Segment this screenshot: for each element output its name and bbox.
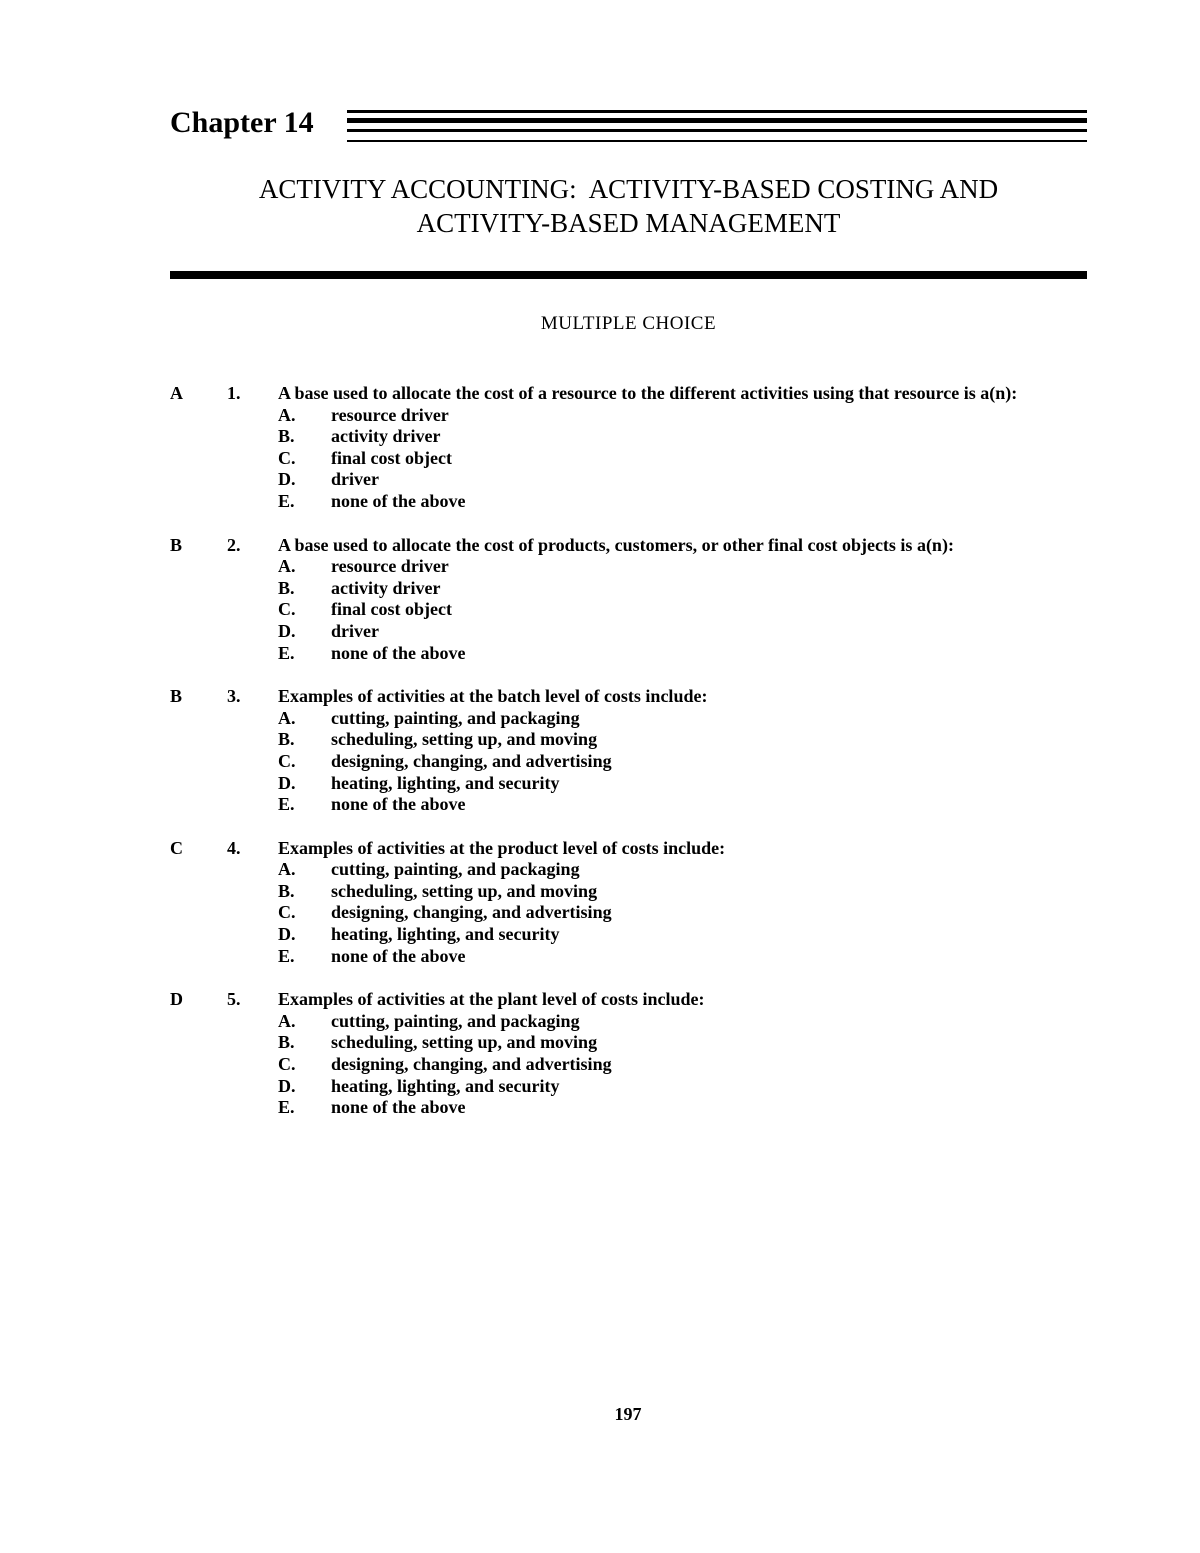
answer-key: D [170,989,183,1010]
question-stem: Examples of activities at the batch level of costs include: [278,686,708,707]
option-text: activity driver [331,426,441,447]
option [278,578,1050,600]
option-text: cutting, painting, and packaging [331,859,580,880]
header-rule [347,129,1087,132]
option-text: none of the above [331,490,466,511]
option-letter: D. [278,772,296,793]
option-text: none of the above [331,945,466,966]
header-rule [347,140,1087,142]
option [278,859,1050,881]
option-text: scheduling, setting up, and moving [331,880,598,901]
option [278,599,1050,621]
option-letter: B. [278,426,295,447]
option-letter: D. [278,924,296,945]
option-text: designing, changing, and advertising [331,1054,612,1075]
option-letter: B. [278,577,295,598]
option-letter: C. [278,902,296,923]
option [278,708,1050,730]
option [278,946,1050,968]
option-letter: D. [278,469,296,490]
option-text: none of the above [331,642,466,663]
option-letter: E. [278,490,295,511]
chapter-title [170,172,1087,240]
answer-key: A [170,383,183,403]
option-text: cutting, painting, and packaging [331,1010,580,1031]
option-text: scheduling, setting up, and moving [331,1032,598,1053]
question-stem: Examples of activities at the product level of costs include: [278,837,726,858]
question-1 [170,383,1050,513]
option-letter: C. [278,1054,296,1075]
option-text: resource driver [331,556,449,577]
option-text: scheduling, setting up, and moving [331,729,598,750]
option-letter: A. [278,404,296,425]
option-text: designing, changing, and advertising [331,750,612,771]
header-rule [347,118,1087,123]
option [278,881,1050,903]
option-letter: D. [278,1075,296,1096]
question-stem: Examples of activities at the plant level of costs include: [278,989,705,1010]
answer-key: C [170,837,183,858]
option-text: final cost object [331,599,452,620]
option [278,426,1050,448]
question-stem: A base used to allocate the cost of products, customers, or other final cost objects is a(n): [278,534,954,555]
header-rule [347,110,1087,113]
option-letter: E. [278,794,295,815]
option-letter: C. [278,447,296,468]
option-text: driver [331,620,379,641]
question-number: 4. [227,837,241,858]
option-text: final cost object [331,447,452,468]
title-divider [170,271,1087,279]
option-letter: B. [278,880,295,901]
option [278,1076,1050,1098]
option-letter: A. [278,707,296,728]
option [278,643,1050,665]
option-text: designing, changing, and advertising [331,902,612,923]
option-letter: B. [278,1032,295,1053]
option-letter: C. [278,599,296,620]
question-list [170,383,1050,1141]
option-text: heating, lighting, and security [331,1075,560,1096]
option-letter: E. [278,642,295,663]
option-letter: E. [278,1097,295,1118]
chapter-label: Chapter 14 [170,106,314,139]
option-text: none of the above [331,1097,466,1118]
option [278,751,1050,773]
option [278,491,1050,513]
option [278,794,1050,816]
option [278,405,1050,427]
answer-key: B [170,534,183,555]
option-text: heating, lighting, and security [331,924,560,945]
option-text: none of the above [331,794,466,815]
option-text: activity driver [331,577,441,598]
chapter-title-line-1: ACTIVITY ACCOUNTING: ACTIVITY-BASED COSTING AND [258,174,999,204]
option [278,1011,1050,1033]
option [278,924,1050,946]
question-5 [170,989,1050,1119]
option [278,621,1050,643]
option-letter: B. [278,729,295,750]
option [278,773,1050,795]
option [278,1097,1050,1119]
section-heading: MULTIPLE CHOICE [540,313,717,334]
question-4 [170,838,1050,968]
option-text: heating, lighting, and security [331,772,560,793]
option-text: resource driver [331,404,449,425]
option-letter: D. [278,620,296,641]
option [278,902,1050,924]
option-letter: E. [278,945,295,966]
option-letter: A. [278,859,296,880]
page-number: 197 [614,1404,642,1424]
question-number: 1. [227,383,241,403]
question-number: 2. [227,534,241,555]
answer-key: B [170,686,183,707]
option-letter: A. [278,1010,296,1031]
option-letter: A. [278,556,296,577]
option [278,1054,1050,1076]
option [278,469,1050,491]
question-number: 5. [227,989,241,1010]
question-3 [170,686,1050,816]
option [278,448,1050,470]
question-number: 3. [227,686,241,707]
option [278,729,1050,751]
option-text: cutting, painting, and packaging [331,707,580,728]
option-text: driver [331,469,379,490]
option [278,1032,1050,1054]
option-letter: C. [278,750,296,771]
question-2 [170,535,1050,665]
option [278,556,1050,578]
question-stem: A base used to allocate the cost of a resource to the different activities using that resource is a(n): [278,383,1018,403]
chapter-title-line-2: ACTIVITY-BASED MANAGEMENT [416,208,841,238]
